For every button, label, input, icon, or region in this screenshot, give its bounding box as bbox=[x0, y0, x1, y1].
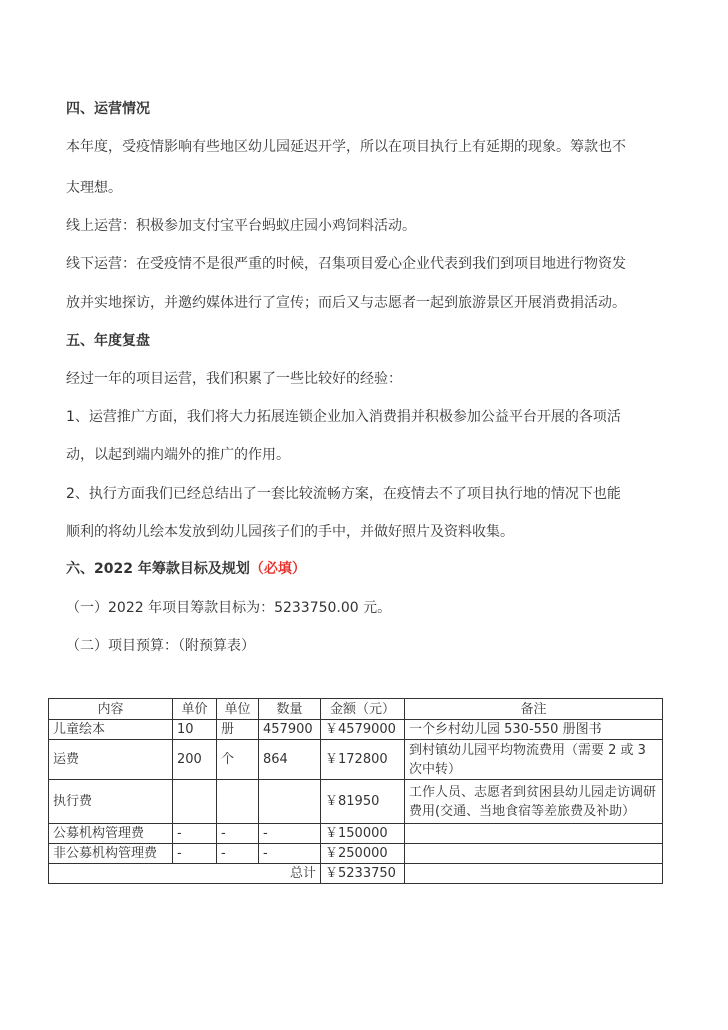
header-cell: 金额（元） bbox=[321, 699, 405, 720]
cell-unit-price: 200 bbox=[173, 740, 217, 780]
section4-para1-line2: 太理想。 bbox=[66, 180, 122, 196]
cell-quantity: 864 bbox=[259, 740, 321, 780]
cell-unit-price bbox=[173, 780, 217, 824]
section5-intro: 经过一年的项目运营，我们积累了一些比较好的经验： bbox=[66, 371, 402, 387]
table-total-row bbox=[49, 864, 663, 884]
section5-item1-line2: 动，以起到端内端外的推广的作用。 bbox=[66, 447, 290, 463]
section4-offline-line1: 线下运营：在受疫情不是很严重的时候，召集项目爱心企业代表到我们到项目地进行物资发 bbox=[66, 256, 626, 272]
cell-item: 执行费 bbox=[49, 780, 173, 824]
cell-amount: ￥172800 bbox=[321, 740, 405, 780]
cell-unit: 个 bbox=[217, 740, 259, 780]
cell-amount: ￥250000 bbox=[321, 844, 405, 864]
section4-heading: 四、运营情况 bbox=[66, 101, 150, 117]
table-row bbox=[49, 844, 663, 864]
cell-quantity bbox=[259, 780, 321, 824]
cell-note bbox=[405, 824, 663, 844]
cell-item: 非公募机构管理费 bbox=[49, 844, 173, 864]
cell-unit: - bbox=[217, 824, 259, 844]
cell-unit-price: 10 bbox=[173, 720, 217, 740]
header-cell: 数量 bbox=[259, 699, 321, 720]
cell-unit bbox=[217, 780, 259, 824]
section4-offline-line2: 放并实地探访，并邀约媒体进行了宣传；而后又与志愿者一起到旅游景区开展消费捐活动。 bbox=[66, 295, 626, 311]
cell-note: 工作人员、志愿者到贫困县幼儿园走访调研费用(交通、当地食宿等差旅费及补助） bbox=[405, 780, 663, 824]
total-value: ￥5233750 bbox=[321, 864, 405, 884]
total-label: 总计 bbox=[49, 864, 321, 884]
cell-unit: - bbox=[217, 844, 259, 864]
cell-amount: ￥81950 bbox=[321, 780, 405, 824]
budget-label: （二）项目预算：（附预算表） bbox=[66, 638, 255, 654]
section5-item1-line1: 1、运营推广方面，我们将大力拓展连锁企业加入消费捐并积极参加公益平台开展的各项活 bbox=[66, 409, 621, 425]
table-row bbox=[49, 740, 663, 780]
cell-quantity: 457900 bbox=[259, 720, 321, 740]
cell-note: 到村镇幼儿园平均物流费用（需要 2 或 3 次中转） bbox=[405, 740, 663, 780]
cell-quantity: - bbox=[259, 844, 321, 864]
section6-heading bbox=[66, 558, 306, 578]
cell-amount: ￥4579000 bbox=[321, 720, 405, 740]
table-row bbox=[49, 780, 663, 824]
cell-note: 一个乡村幼儿园 530-550 册图书 bbox=[405, 720, 663, 740]
cell-item: 运费 bbox=[49, 740, 173, 780]
header-cell: 内容 bbox=[49, 699, 173, 720]
table-row bbox=[49, 720, 663, 740]
cell-unit: 册 bbox=[217, 720, 259, 740]
section6-heading-text: 六、2022 年筹款目标及规划 bbox=[66, 561, 250, 577]
section5-item2-line1: 2、执行方面我们已经总结出了一套比较流畅方案，在疫情去不了项目执行地的情况下也能 bbox=[66, 486, 621, 502]
section4-para1-line1: 本年度，受疫情影响有些地区幼儿园延迟开学，所以在项目执行上有延期的现象。筹款也不 bbox=[66, 139, 626, 155]
cell-item: 公募机构管理费 bbox=[49, 824, 173, 844]
cell-unit-price: - bbox=[173, 824, 217, 844]
budget-table bbox=[48, 698, 663, 884]
section5-heading: 五、年度复盘 bbox=[66, 333, 150, 349]
cell-unit-price: - bbox=[173, 844, 217, 864]
cell-quantity: - bbox=[259, 824, 321, 844]
cell-item: 儿童绘本 bbox=[49, 720, 173, 740]
required-note: （必填） bbox=[249, 561, 306, 577]
table-header-row bbox=[49, 699, 663, 720]
table-row bbox=[49, 824, 663, 844]
header-cell: 备注 bbox=[405, 699, 663, 720]
fundraising-target: （一）2022 年项目筹款目标为：5233750.00 元。 bbox=[66, 600, 392, 616]
cell-note bbox=[405, 844, 663, 864]
header-cell: 单位 bbox=[217, 699, 259, 720]
section4-online: 线上运营：积极参加支付宝平台蚂蚁庄园小鸡饲料活动。 bbox=[66, 218, 416, 234]
header-cell: 单价 bbox=[173, 699, 217, 720]
cell-amount: ￥150000 bbox=[321, 824, 405, 844]
section5-item2-line2: 顺利的将幼儿绘本发放到幼儿园孩子们的手中，并做好照片及资料收集。 bbox=[66, 524, 514, 540]
cell-note bbox=[405, 864, 663, 884]
